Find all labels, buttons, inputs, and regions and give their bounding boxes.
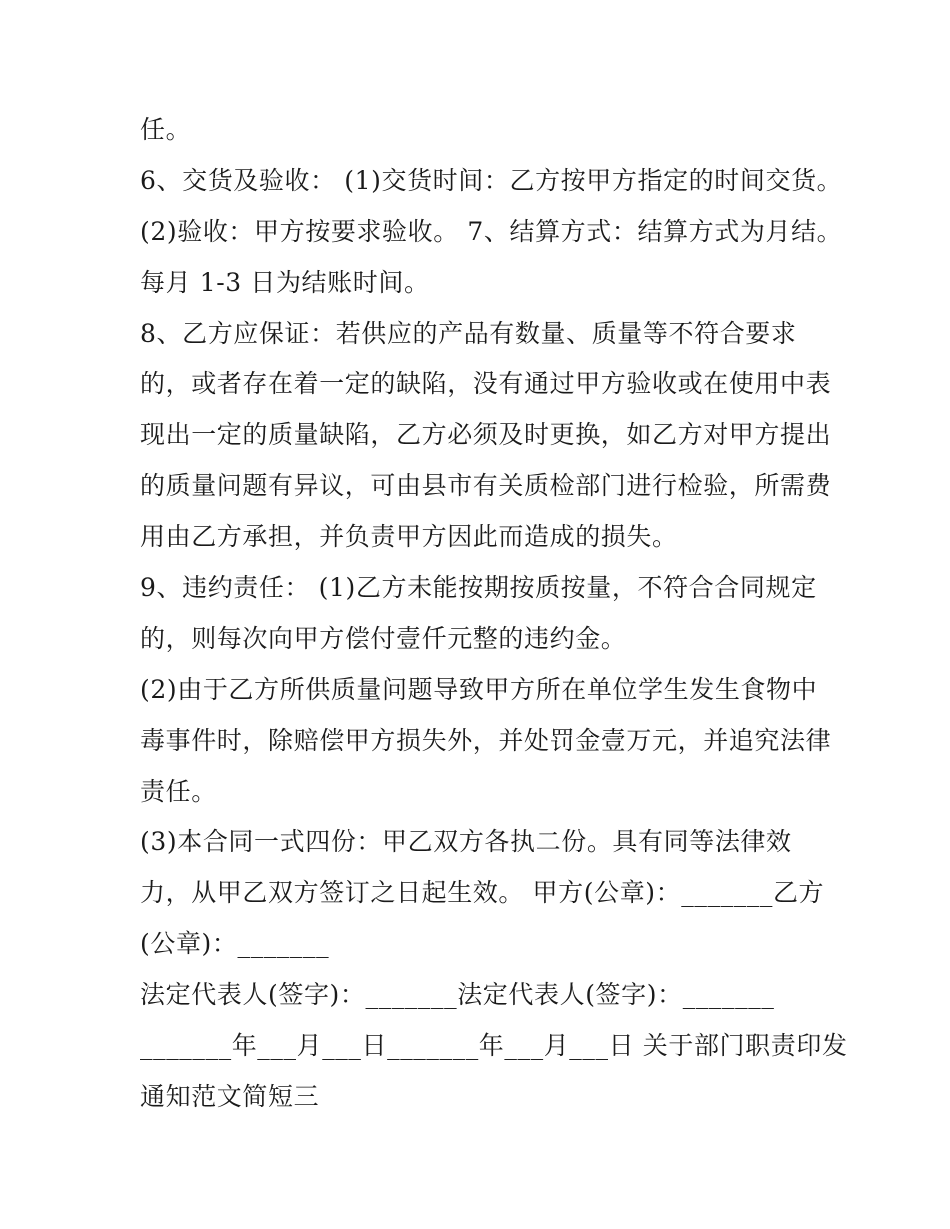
text-line: 力，从甲乙双方签订之日起生效。 甲方(公章)：_______乙方: [140, 878, 825, 908]
text-line: (2)验收：甲方按要求验收。 7、结算方式：结算方式为月结。: [140, 216, 843, 246]
text-line: 任。: [140, 115, 192, 144]
document-body: [140, 105, 848, 1123]
text-line: 法定代表人(签字)：_______法定代表人(签字)：_______: [140, 980, 775, 1010]
text-line: 的，或者存在着一定的缺陷，没有通过甲方验收或在使用中表: [140, 369, 832, 399]
text-line: (2)由于乙方所供质量问题导致甲方所在单位学生发生食物中: [140, 674, 818, 704]
text-line: 用由乙方承担，并负责甲方因此而造成的损失。: [140, 522, 678, 552]
text-line: 毒事件时，除赔偿甲方损失外，并处罚金壹万元，并追究法律: [140, 725, 832, 755]
text-line: 责任。: [140, 776, 217, 806]
text-line: 通知范文简短三: [140, 1081, 320, 1111]
text-line: _______年___月___日_______年___月___日 关于部门职责印发: [140, 1031, 848, 1061]
text-line: (公章)：_______: [140, 929, 330, 959]
text-line: 现出一定的质量缺陷，乙方必须及时更换，如乙方对甲方提出: [140, 420, 832, 450]
text-line: 9、违约责任： (1)乙方未能按期按质按量，不符合合同规定: [140, 573, 817, 603]
text-line: 每月 1-3 日为结账时间。: [140, 267, 430, 297]
text-line: 8、乙方应保证：若供应的产品有数量、质量等不符合要求: [140, 318, 797, 348]
text-line: (3)本合同一式四份：甲乙双方各执二份。具有同等法律效: [140, 827, 792, 857]
text-line: 的质量问题有异议，可由县市有关质检部门进行检验，所需费: [140, 471, 832, 501]
text-line: 的，则每次向甲方偿付壹仟元整的违约金。: [140, 623, 627, 653]
text-line: 6、交货及验收： (1)交货时间：乙方按甲方指定的时间交货。: [140, 165, 843, 195]
